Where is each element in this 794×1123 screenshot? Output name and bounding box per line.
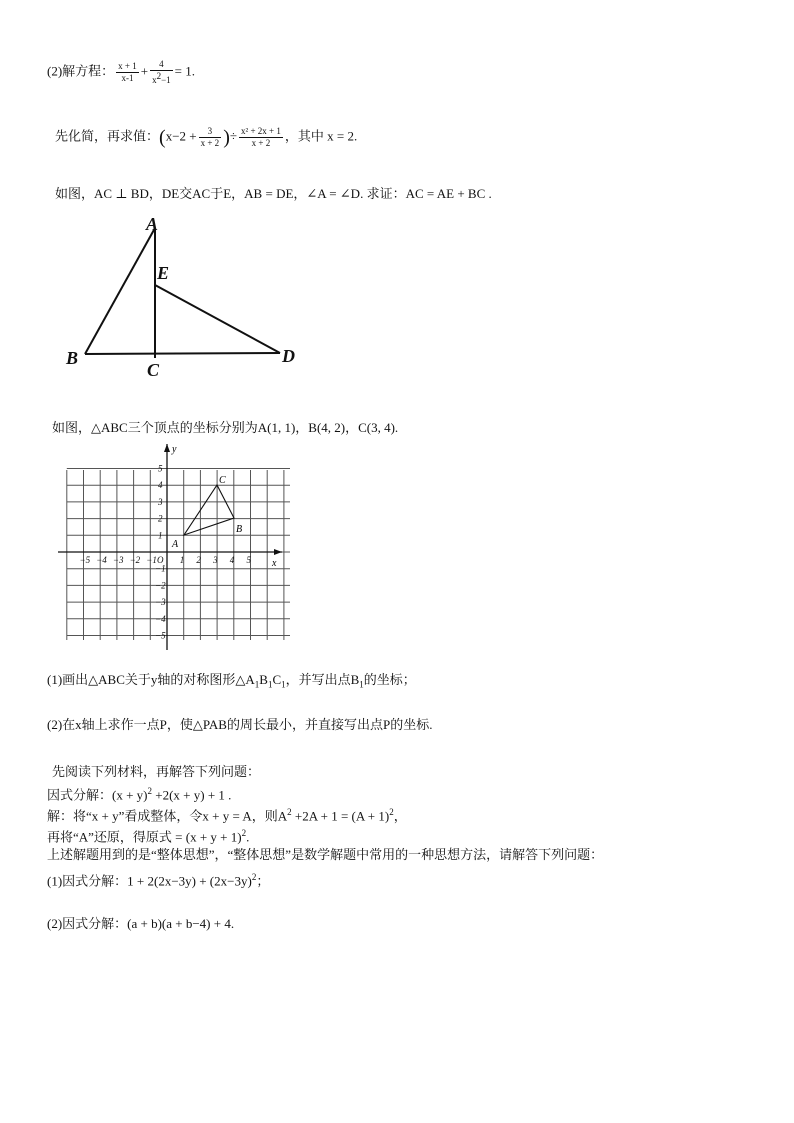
y-tick-label: 2 — [158, 513, 163, 524]
geometry-problem-text: 如图，AC ⊥ BD，DE交AC于E，AB = DE，∠A = ∠D. 求证：AC = AE + BC . — [55, 186, 492, 201]
x-axis-label: x — [272, 558, 277, 569]
x-tick-label: −5 — [79, 555, 91, 565]
y-tick-label: 4 — [158, 480, 163, 491]
x-tick-label: −4 — [96, 555, 107, 565]
factor-sub-1: (1)因式分解：$1 + 2(2x-3y) + (2x-3y)^2$； — [47, 872, 270, 889]
reading-line-3: 解：将“x + y”看成整体，令x + y = A，则$A^2 +2A + 1 = (A + 1)^2$， — [47, 807, 407, 824]
x-tick-label: −2 — [129, 555, 141, 565]
x-tick-label: O — [157, 555, 164, 565]
label-a: A — [146, 214, 159, 234]
fraction-3: $\frac{3}{x + 2}$ — [200, 126, 220, 148]
x-axis-arrow — [274, 549, 282, 555]
y-tick-label: 3 — [158, 496, 163, 507]
x-tick-label: −3 — [112, 555, 124, 565]
segment-ab — [85, 228, 155, 354]
label-e: E — [157, 263, 170, 283]
x-tick-label: −1 — [146, 555, 157, 565]
y-tick-label: −3 — [155, 597, 166, 608]
equation-label: (2)解方程： — [47, 63, 115, 79]
x-tick-label: 5 — [246, 555, 251, 565]
point-a-label: A — [172, 539, 179, 550]
y-axis-arrow — [164, 444, 170, 452]
triangle-figure — [60, 212, 310, 382]
reading-line-5: 上述解题用到的是“整体思想”，“整体思想”是数学解题中常用的一种思想方法，请解答下列问题： — [47, 847, 604, 862]
x-tick-label: 2 — [196, 555, 201, 565]
segment-bd — [85, 353, 280, 354]
label-c: C — [147, 360, 160, 380]
point-b-label: B — [236, 524, 243, 535]
y-tick-label: 1 — [158, 530, 163, 541]
equation-problem: (2)解方程： $\frac{x + 1}{x-1}$ + $\frac{4}{x^2-1}$ = 1. — [47, 59, 196, 85]
simplify-problem: 先化简，再求值：(x−2 + $\frac{3}{x + 2}$ )÷ $\frac{\text{x² + 2x + 1}}{x + 2}$ ，其中 x = 2. — [55, 126, 358, 149]
y-tick-label: −5 — [155, 630, 166, 641]
label-b: B — [66, 348, 79, 368]
segment-ed — [155, 285, 280, 353]
y-tick-label: 5 — [158, 463, 163, 474]
triangle-abc — [184, 485, 234, 535]
point-c-label: C — [219, 475, 226, 486]
x-tick-label: 3 — [213, 555, 218, 565]
factor-sub-2: (2)因式分解：(a + b)(a + b−4) + 4. — [47, 916, 235, 931]
coordinate-problem-text: 如图，△ABC三个顶点的坐标分别为A(1, 1)，B(4, 2)，C(3, 4). — [52, 420, 399, 435]
label-d: D — [282, 346, 295, 366]
fraction-2: $\frac{4}{x^2-1}$ — [152, 59, 171, 85]
y-tick-label: −2 — [155, 580, 166, 591]
reading-line-2: 因式分解：$(x + y)^2 +2(x + y) + 1$ . — [47, 786, 232, 803]
fraction-4: $\frac{\text{x² + 2x + 1}}{x + 2}$ — [241, 126, 281, 148]
sub-question-2: (2)在x轴上求作一点P，使△PAB的周长最小，并直接写出点P的坐标. — [47, 717, 433, 732]
sub-question-1: (1)画出△ABC关于y轴的对称图形$\triangle A_1B_1C_1$，并写出点$B_1$的坐标； — [47, 672, 416, 690]
y-axis-label: y — [172, 444, 177, 455]
coordinate-grid — [50, 440, 290, 660]
reading-line-4: 再将“A”还原，得原式 = $(x + y + 1)^2$. — [47, 828, 250, 845]
reading-intro: 先阅读下列材料，再解答下列问题： — [52, 764, 261, 779]
x-tick-label: 4 — [229, 555, 235, 565]
y-tick-label: −4 — [155, 613, 166, 624]
fraction-1: $\frac{x + 1}{x-1}$ — [118, 61, 137, 83]
x-tick-label: 1 — [179, 555, 185, 565]
y-tick-label: −1 — [155, 563, 166, 574]
